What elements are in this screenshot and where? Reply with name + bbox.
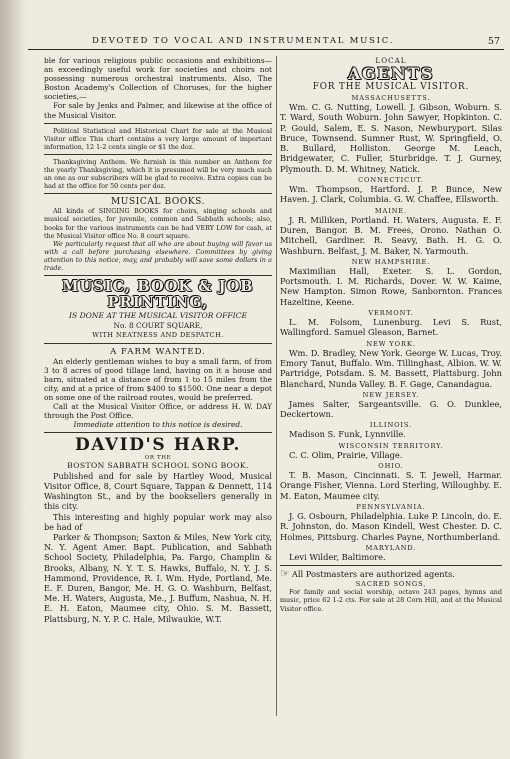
state-agents: Maximilian Hall, Exeter. S. L. Gordon, Portsmouth. I. M. Richards, Dover. W. W. Kaime, New Hampton. Simon Rowe, Sanbornton. Frances Hazeltine, Keene. <box>280 265 502 307</box>
thanksgiving-anthem-notice: Thanksgiving Anthem. We furnish in this number an Anthem for the yearly Thanksgiving, which it is presumed will be very much such an one as our subscribers will be glad to receive. Extra copies can be had at the office for 50 cents per doz. <box>44 157 272 191</box>
section-rule <box>44 154 272 155</box>
agents-state-list <box>280 94 502 562</box>
state-name: MARYLAND. <box>365 543 417 552</box>
farm-wanted-heading: A FARM WANTED. <box>110 346 206 357</box>
printing-heading-line2: PRINTING, <box>107 294 209 312</box>
state-name: NEW HAMPSHIRE. <box>351 257 431 266</box>
postmasters-text: All Postmasters are authorized agents. <box>291 569 455 580</box>
section-rule <box>44 123 272 124</box>
state-name: ILLINOIS. <box>369 421 413 430</box>
running-title: DEVOTED TO VOCAL AND INSTRUMENTAL MUSIC. <box>92 36 395 46</box>
davids-harp-publisher: Published and for sale by Hartley Wood, Musical Visitor Office, 8, Court Square, Tappan & Dennett, 114 Washington St., and by the booksellers generally in this city. <box>44 470 272 512</box>
postmasters-note <box>280 569 502 579</box>
page-header <box>28 36 504 50</box>
column-rule <box>276 56 277 716</box>
sacred-songs-heading: SACRED SONGS, <box>355 580 427 589</box>
state-name: MASSACHUSETTS. <box>351 94 431 102</box>
state-agents: C. C. Olim, Prairie, Village. <box>289 449 403 460</box>
intro-paragraph: ble for various religious public occasions and exhibitions—an exceedingly useful work for societies and choirs not possessing numerous orchestral instruments. Also, The Boston Academy's Collection of Choruses, for the higher societies,— <box>44 56 272 102</box>
printing-neatness: WITH NEATNESS AND DESPATCH. <box>92 330 224 339</box>
musical-books-note: We particularly request that all who are about buying will favor us with a call before purchasing elsewhere. Committees by giving attention to this notice, may, and probably will save some dollars in a trade. <box>44 239 272 272</box>
book-binding-shadow <box>0 0 26 759</box>
newspaper-page <box>28 0 504 759</box>
sacred-songs-text: For family and social worship, octavo 243 pages, hymns and music, price 62 1-2 cts. For sale at 28 Corn Hill, and at the Musical Visitor office. <box>280 588 502 613</box>
davids-harp-subtitle: BOSTON SABBATH SCHOOL SONG BOOK. <box>67 461 249 471</box>
section-rule <box>280 565 502 566</box>
state-agents: Wm. D. Bradley, New York. George W. Lucas, Troy. Emory Tanut, Buffalo. Wm. Tillinghast, Albion. W. W. Partridge, Potsdam. S. M. Bassett, Plattsburg. John Blanchard, Nunda Valley. B. F. Gage, Canandagua. <box>280 347 502 389</box>
farm-wanted-text: An elderly gentleman wishes to buy a small farm, of from 3 to 8 acres of good tillage land, having on it a house and barn, situated at a distance of from 1 to 15 miles from the city, and at a price of from $400 to $1500. One near a depot on some one of the railroad routes, would be preferred. <box>44 356 272 402</box>
page-number: 57 <box>487 36 500 47</box>
state-agents: Levi Wilder, Baltimore. <box>289 551 386 562</box>
davids-harp-title: DAVID'S HARP. <box>74 435 242 456</box>
section-rule <box>44 275 272 276</box>
state-name: NEW JERSEY. <box>362 390 420 399</box>
right-column <box>280 56 502 613</box>
chart-advertisement: Political Statistical and Historical Chart for sale at the Musical Visitor office This chart contains a very large amount of important information, 12 1-2 cents single or $1 the doz. <box>44 126 272 151</box>
section-rule <box>44 343 272 344</box>
musical-books-text: All kinds of SINGING BOOKS for choirs, singing schools and musical societies, for juvenile, common and Sabbath schools; also, books for the various instruments can be had VERY LOW for cash, at the Musical Visitor office No. 8 court square. <box>44 207 272 240</box>
section-rule <box>44 193 272 194</box>
state-agents: Wm. C. G. Nutting, Lowell. J. Gibson, Woburn. S. T. Ward, South Woburn. John Sawyer, Hopkinton. C. P. Gould, Salem, E. S. Nason, Newburyport. Silas Bruce, Townsend. Sumner Rust, W. Springfield, O. B. Bullard, Holliston. George M. Leach, Bridgewater, C. Fuller, Sturbridge. T. J. Gurney, Plymouth. D. M. Whitney, Natick. <box>280 102 502 174</box>
state-name: VERMONT. <box>368 309 414 318</box>
printing-address: No. 8 COURT SQUARE, <box>113 321 203 331</box>
agents-heading: AGENTS <box>348 64 434 83</box>
state-agents: Madison S. Funk, Lynnville. <box>289 429 406 440</box>
state-name: NEW YORK. <box>366 339 416 348</box>
state-agents: James Salter, Sargeantsville. G. O. Dunklee, Deckertown. <box>280 398 502 420</box>
davids-harp-or: OR THE <box>144 455 172 462</box>
state-name: MAINE. <box>374 206 408 215</box>
state-agents: J. G. Osbourn, Philadelphia. Luke P. Lincoln, do. E. R. Johnston, do. Mason Kindell, West Chester. D. C. Holmes, Pittsburg. Charles Payne, Northumberland. <box>280 510 502 542</box>
farm-wanted-note: Immediate attention to this notice is desired. <box>73 420 243 430</box>
davids-harp-availability: This interesting and highly popular work may also be had of <box>44 511 272 532</box>
state-name: PENNSYLVANIA. <box>356 502 426 511</box>
state-agents: L. M. Folsom, Lunenburg. Levi S. Rust, Wallingford. Samuel Gleason, Barnet. <box>280 317 502 338</box>
intro-sale-note: For sale by Jenks and Palmer, and likewise at the office of the Musical Visitor. <box>44 101 272 120</box>
farm-wanted-call: Call at the Musical Visitor Office, or address H. W. DAY through the Post Office. <box>44 402 272 421</box>
state-name: CONNECTICUT. <box>358 176 424 185</box>
pointing-hand-icon: ☞ <box>280 567 290 581</box>
state-agents: J. R. Milliken, Portland. H. Waters, Augusta. E. F. Duren, Bangor. B. M. Frees, Orono. Nathan O. Mitchell, Gardiner. R. Seavy, Bath. H. G. O. Washburn. Belfast, J. M. Baker, N. Yarmouth. <box>280 214 502 256</box>
state-agents: Wm. Thompson, Hartford. J. P. Bunce, New Haven. J. Clark, Columbia. G. W. Chaffee, Ellsworth. <box>280 184 502 205</box>
musical-books-heading: MUSICAL BOOKS. <box>110 197 206 208</box>
state-name: WISCONSIN TERRITORY. <box>338 441 444 450</box>
left-column <box>44 56 272 624</box>
printing-heading-line1: MUSIC, BOOK & JOB <box>62 278 254 296</box>
state-name: OHIO. <box>378 462 404 471</box>
section-rule <box>44 432 272 433</box>
state-agents: T. B. Mason, Cincinnati. S. T. Jewell, Harmar. Orange Fisher, Vienna. Lord Sterling, Willoughby. E. M. Eaton, Maumee city. <box>280 470 502 501</box>
local-label: LOCAL <box>375 56 407 65</box>
printing-office-line: IS DONE AT THE MUSICAL VISITOR OFFICE <box>68 311 248 321</box>
davids-harp-agents: Parker & Thompson; Saxton & Miles, New York city, N. Y. Agent Amer. Bapt. Publication, and Sabbath School Society, Philadelphia, Pa. Fargo, Champlin & Brooks, Albany, N. Y. T. S. Hawks, Buffalo, N. Y. J. S. Hammond, Providence, R. I. Wm. Hyde, Portland, Me. E. F. Duren, Bangor, Me. H. G. O. Washburn, Belfast, Me. H. Waters, Augusta, Me., J. Buffum, Nashua, N. H. E. H. Eaton, Maumee city, Ohio. S. M. Bassett, Plattsburg, N. Y. P. C. Hale, Milwaukie, W.T. <box>44 532 272 624</box>
agents-subheading: FOR THE MUSICAL VISITOR. <box>312 82 470 92</box>
